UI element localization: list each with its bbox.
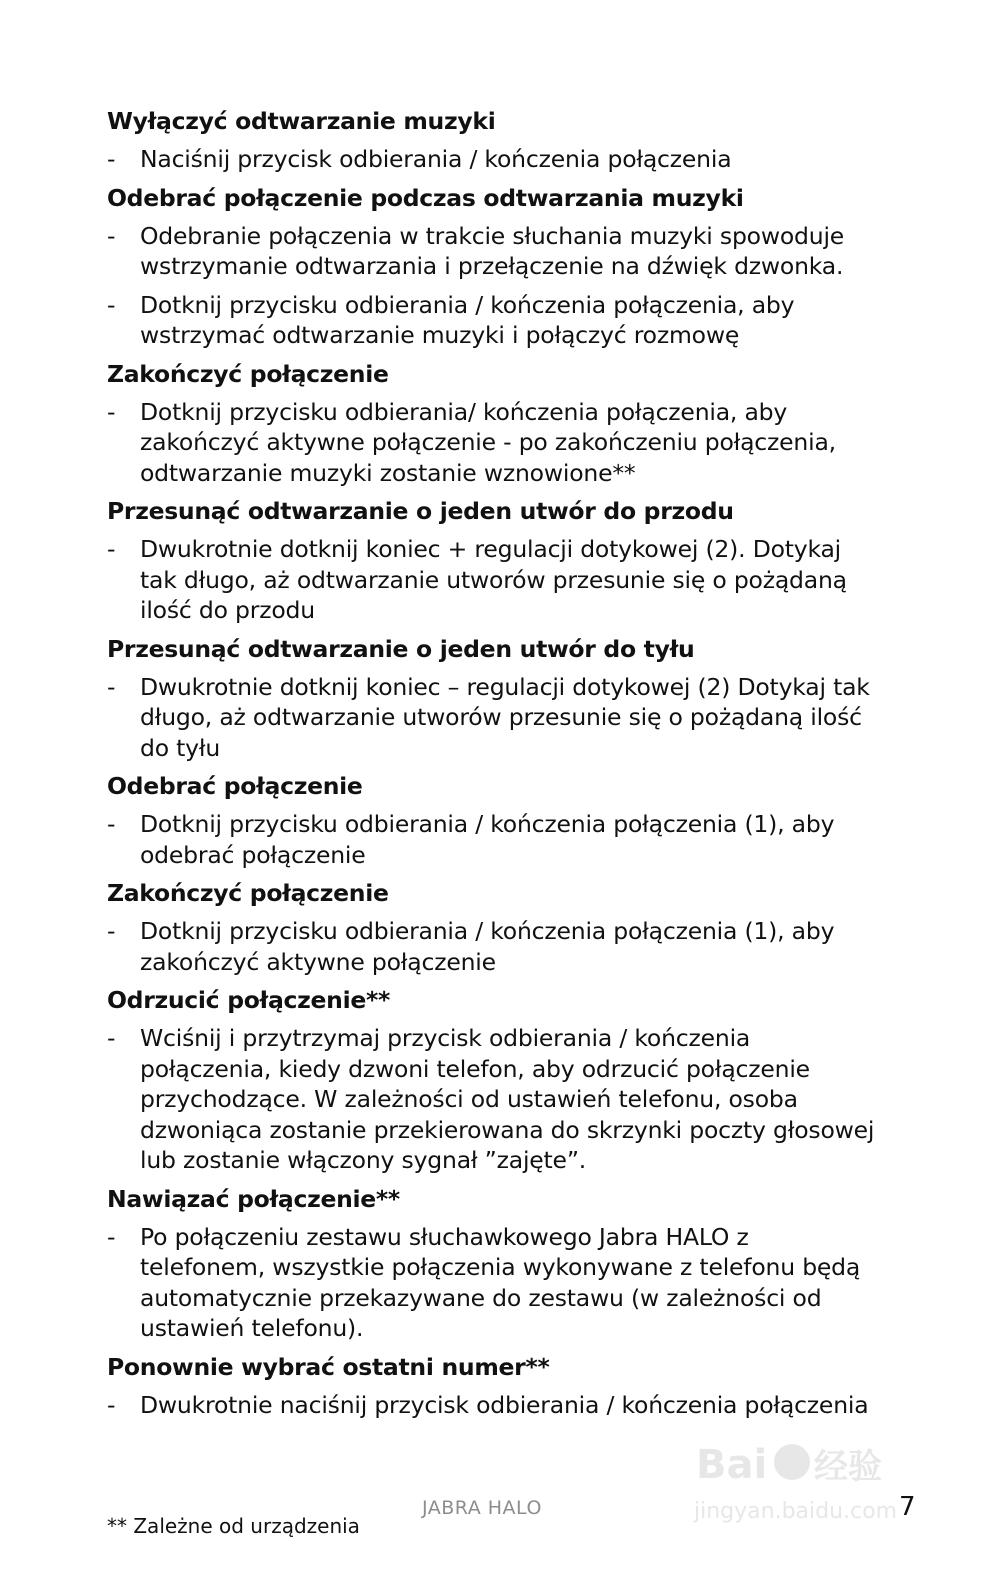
footnote: ** Zależne od urządzenia (107, 1514, 360, 1538)
section-heading: Ponownie wybrać ostatni numer** (107, 1352, 550, 1381)
list-item (107, 397, 877, 489)
list-item (107, 221, 877, 282)
list-item-text: Dwukrotnie dotknij koniec + regulacji dotykowej (2). Dotykaj tak długo, aż odtwarzanie utworów przesunie się o pożądaną ilość do przodu (140, 535, 847, 624)
svg-text:jingyan.baidu.com: jingyan.baidu.com (694, 1499, 898, 1524)
list-item-text: Dwukrotnie naciśnij przycisk odbierania / kończenia połączenia (140, 1390, 869, 1419)
svg-text:Bai: Bai (696, 1442, 768, 1488)
list-item-text: Dwukrotnie dotknij koniec – regulacji dotykowej (2) Dotykaj tak długo, aż odtwarzanie utworów przesunie się o pożądaną ilość do tyłu (140, 672, 870, 762)
section (107, 359, 877, 489)
section (107, 496, 877, 626)
list-item-text: Dotknij przycisku odbierania / kończenia połączenia, aby wstrzymać odtwarzanie muzyki i połączyć rozmowę (140, 290, 795, 349)
list-item (107, 916, 877, 977)
list-item-text: Dotknij przycisku odbierania / kończenia połączenia (1), aby zakończyć aktywne połączenie (140, 917, 835, 976)
section-heading: Zakończyć połączenie (107, 879, 389, 907)
section-heading: Wyłączyć odtwarzanie muzyki (107, 107, 496, 135)
list-dash: - (107, 290, 116, 319)
list-dash: - (107, 1024, 116, 1052)
svg-text:经验: 经验 (814, 1447, 882, 1487)
list-item-text: Dotknij przycisku odbierania/ kończenia połączenia, aby zakończyć aktywne połączenie - po zakończeniu połączenia, odtwarzanie muzyki zostanie wznowione** (140, 397, 836, 487)
list-item (107, 1023, 877, 1176)
list-item (107, 144, 877, 175)
baidu-watermark-logo (692, 1430, 917, 1530)
page-number: 7 (899, 1492, 916, 1522)
section (107, 634, 877, 764)
list-item (107, 290, 877, 351)
list-dash: - (107, 672, 116, 701)
section-heading: Przesunąć odtwarzanie o jeden utwór do tyłu (107, 634, 695, 663)
section (107, 106, 877, 175)
list-dash: - (107, 221, 116, 250)
section-heading: Odrzucić połączenie** (107, 986, 390, 1014)
list-item-text: Wciśnij i przytrzymaj przycisk odbierania / kończenia połączenia, kiedy dzwoni telefon, aby odrzucić połączenie przychodzące. W zależności od ustawień telefonu, osoba dzwoniąca zostanie przekierowana do skrzynki poczty głosowej lub zostanie włączony sygnał ”zajęte”. (140, 1024, 875, 1174)
list-item (107, 809, 877, 870)
section-heading: Zakończyć połączenie (107, 359, 389, 388)
manual-content (107, 106, 877, 1428)
list-dash: - (107, 810, 116, 838)
list-item-text: Dotknij przycisku odbierania / kończenia połączenia (1), aby odebrać połączenie (140, 810, 835, 869)
section (107, 878, 877, 977)
list-dash: - (107, 1390, 116, 1419)
list-item-text: Odebranie połączenia w trakcie słuchania muzyki spowoduje wstrzymanie odtwarzania i przełączenie na dźwięk dzwonka. (140, 221, 845, 280)
list-dash: - (107, 397, 116, 426)
footer-brand: JABRA HALO (422, 1497, 542, 1519)
list-dash: - (107, 917, 116, 945)
section (107, 1184, 877, 1344)
section (107, 771, 877, 870)
section (107, 985, 877, 1176)
section (107, 1352, 877, 1421)
list-item (107, 534, 877, 626)
list-dash: - (107, 535, 116, 563)
list-item (107, 1390, 877, 1421)
list-item (107, 1222, 877, 1344)
section-heading: Odebrać połączenie (107, 772, 363, 800)
section-heading: Nawiązać połączenie** (107, 1184, 400, 1213)
list-item-text: Po połączeniu zestawu słuchawkowego Jabra HALO z telefonem, wszystkie połączenia wykonywane z telefonu będą automatycznie przekazywane do zestawu (w zależności od ustawień telefonu). (140, 1222, 861, 1342)
list-dash: - (107, 145, 116, 173)
section-heading: Odebrać połączenie podczas odtwarzania muzyki (107, 183, 744, 212)
list-item-text: Naciśnij przycisk odbierania / kończenia połączenia (140, 145, 732, 173)
section-heading: Przesunąć odtwarzanie o jeden utwór do przodu (107, 497, 734, 525)
list-item (107, 672, 877, 764)
list-dash: - (107, 1222, 116, 1251)
section (107, 183, 877, 351)
